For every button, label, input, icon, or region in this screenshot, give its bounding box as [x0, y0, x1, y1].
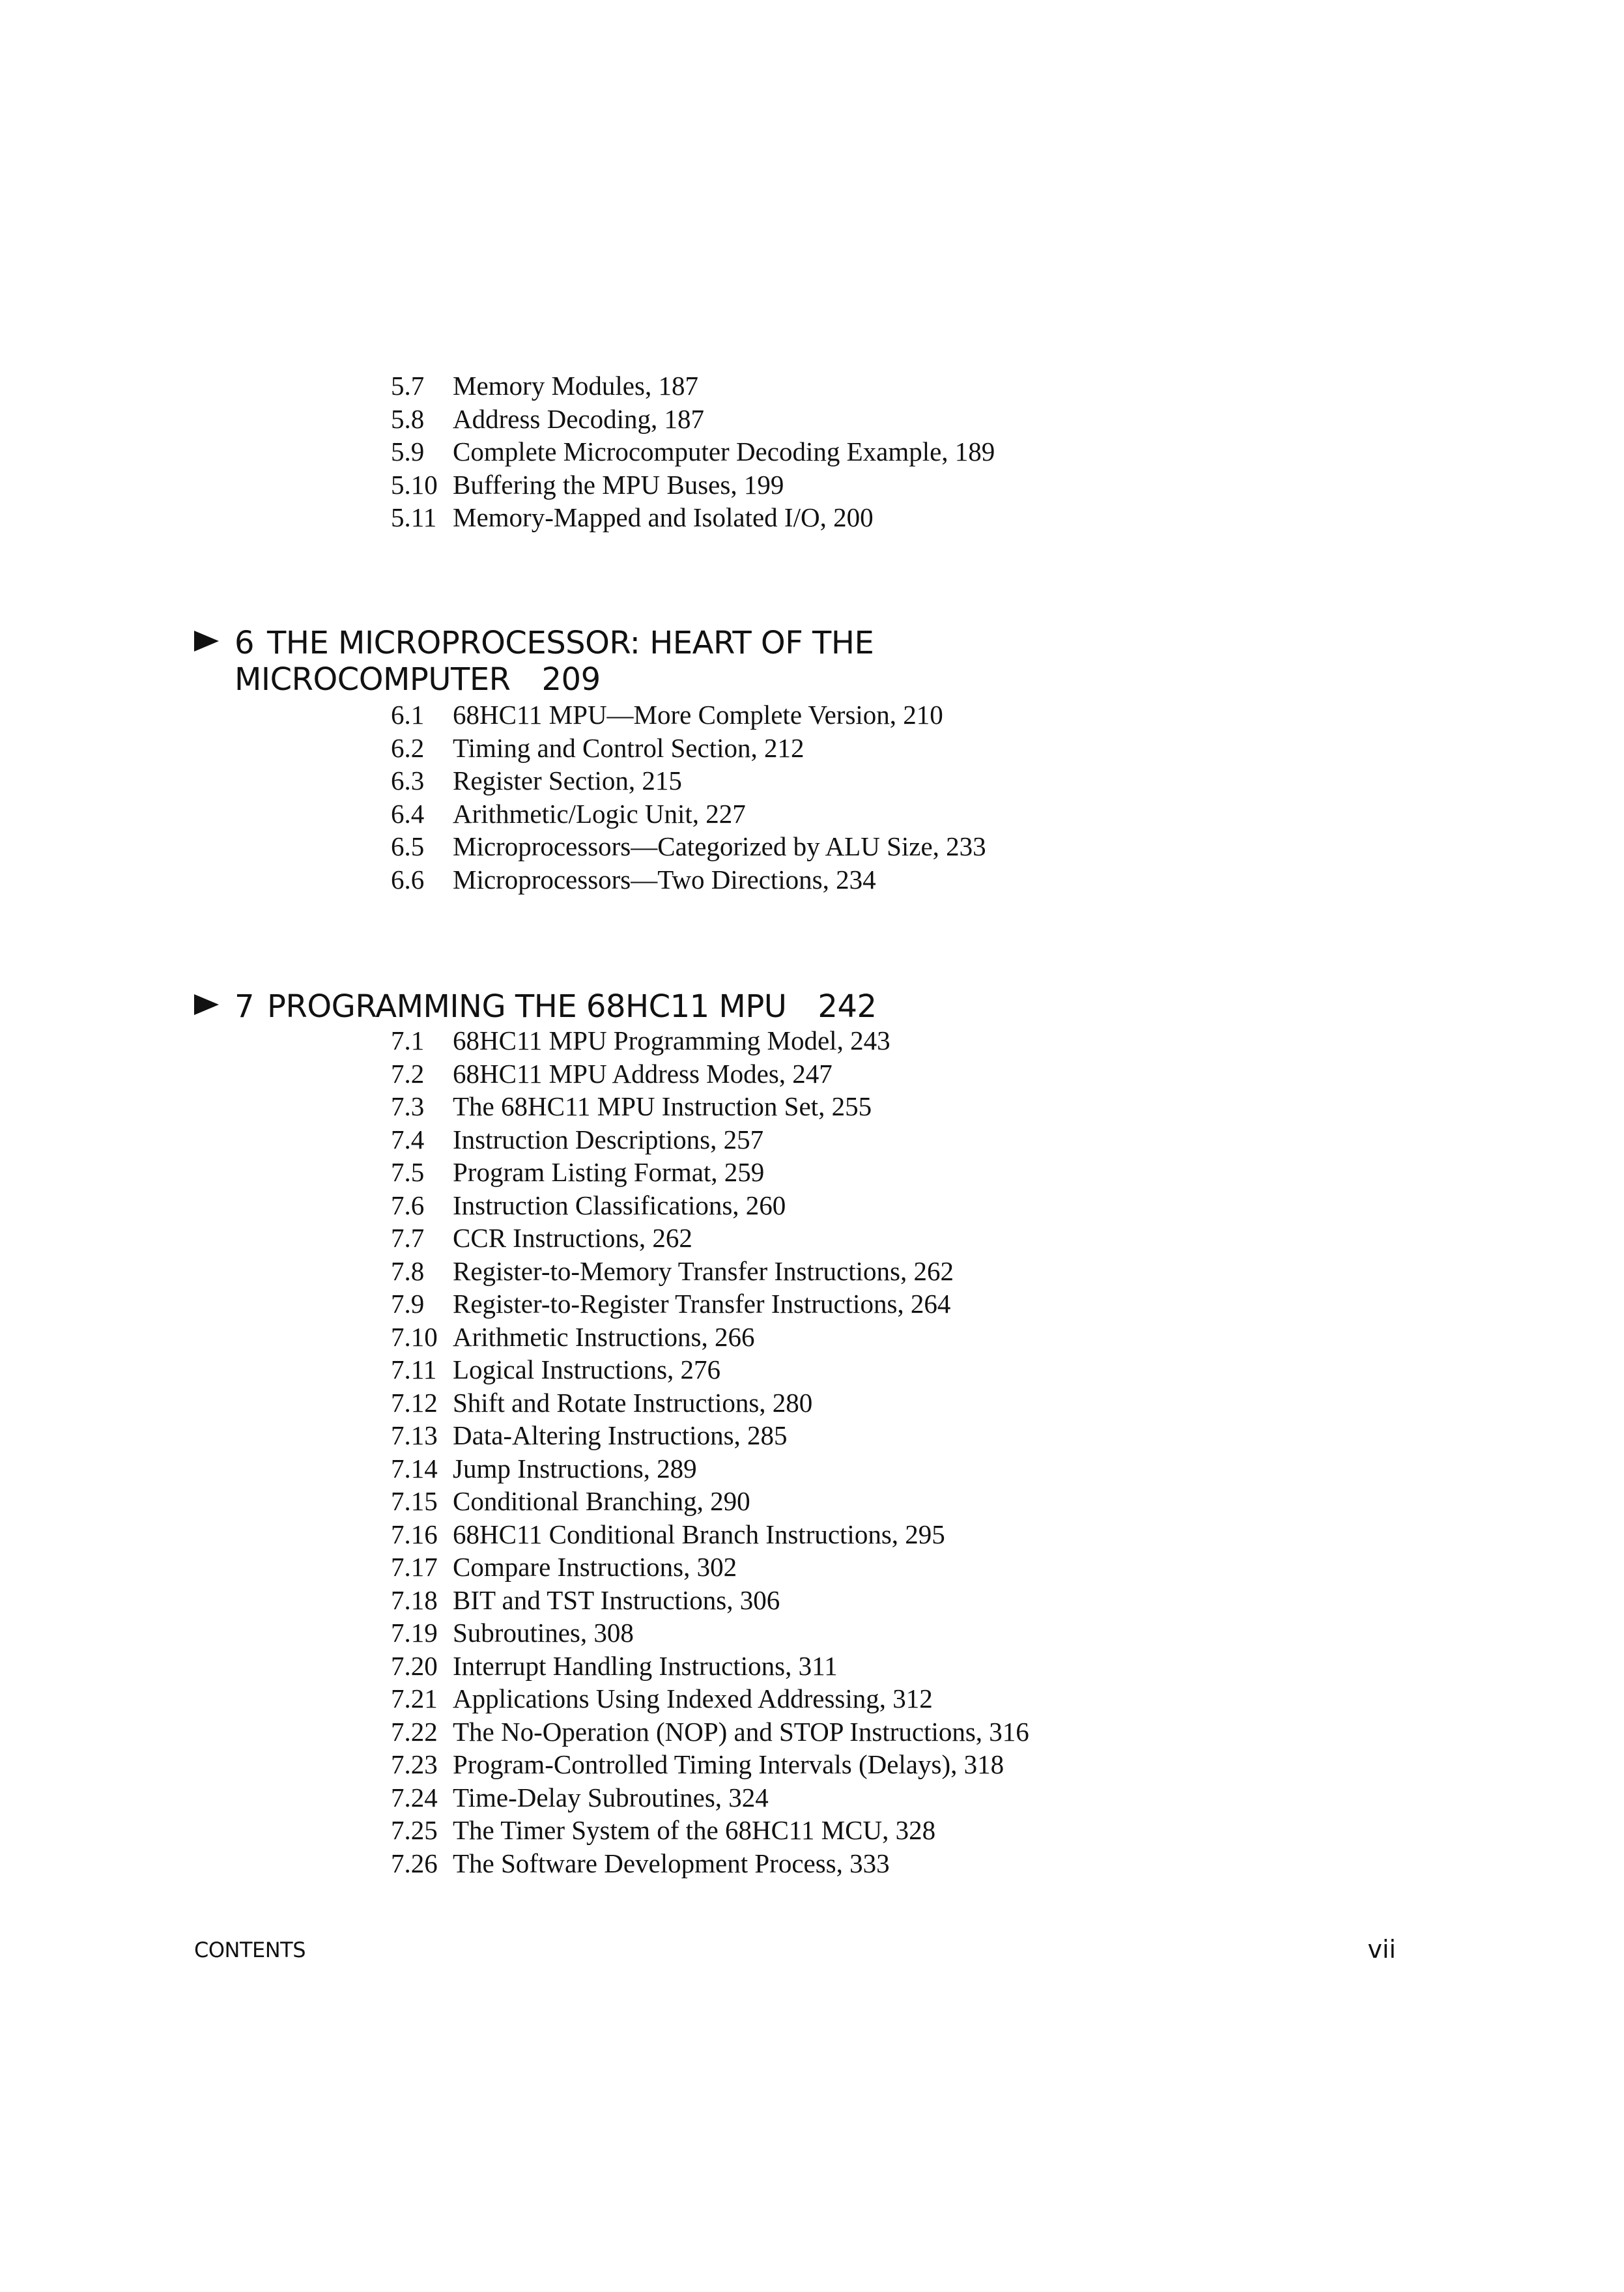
- triangle-right-icon: [194, 631, 219, 652]
- entry-title: Instruction Descriptions, 257: [453, 1124, 764, 1154]
- entry-title: Memory Modules, 187: [453, 371, 698, 401]
- toc-entry[interactable]: [391, 1715, 1029, 1749]
- entry-title: Address Decoding, 187: [453, 403, 705, 434]
- entry-number: 5.10: [391, 469, 438, 500]
- entry-title: BIT and TST Instructions, 306: [453, 1584, 780, 1615]
- page-number: vii: [1367, 1935, 1396, 1964]
- entry-title: Arithmetic Instructions, 266: [453, 1321, 755, 1352]
- toc-entry[interactable]: [391, 1650, 1029, 1683]
- triangle-right-icon: [194, 994, 219, 1015]
- toc-entry[interactable]: [391, 1814, 1029, 1847]
- entry-title: Buffering the MPU Buses, 199: [453, 469, 784, 500]
- toc-entry[interactable]: [391, 1551, 1029, 1584]
- entry-number: 7.3: [391, 1091, 425, 1121]
- toc-entry[interactable]: [391, 797, 986, 831]
- entry-title: The No-Operation (NOP) and STOP Instructions, 316: [453, 1716, 1029, 1747]
- entry-number: 6.4: [391, 798, 425, 829]
- entry-title: Timing and Control Section, 212: [453, 732, 805, 763]
- entry-title: Microprocessors—Categorized by ALU Size, 233: [453, 831, 986, 861]
- entry-number: 7.10: [391, 1321, 438, 1352]
- entry-title: Complete Microcomputer Decoding Example, 189: [453, 437, 995, 466]
- entry-number: 5.9: [391, 437, 425, 466]
- toc-entry[interactable]: [391, 435, 995, 468]
- entry-number: 7.2: [391, 1058, 425, 1089]
- entry-number: 7.11: [391, 1354, 437, 1384]
- entry-number: 5.8: [391, 403, 425, 434]
- toc-entry[interactable]: [391, 1255, 1029, 1288]
- entry-title: Shift and Rotate Instructions, 280: [453, 1387, 813, 1418]
- toc-entry[interactable]: [391, 1584, 1029, 1617]
- chapter-number: 6: [235, 625, 255, 661]
- chapter-number: 7: [235, 988, 255, 1025]
- entry-number: 7.14: [391, 1453, 438, 1483]
- toc-entry[interactable]: [391, 1748, 1029, 1781]
- toc-entry[interactable]: [391, 1057, 1029, 1091]
- entry-title: Conditional Branching, 290: [453, 1486, 750, 1516]
- toc-entry[interactable]: [391, 1024, 1029, 1057]
- entry-number: 7.4: [391, 1124, 425, 1154]
- section5-entries: [391, 369, 995, 534]
- toc-entry[interactable]: [391, 1321, 1029, 1354]
- entry-title: Jump Instructions, 289: [453, 1453, 697, 1483]
- toc-entry[interactable]: [391, 1452, 1029, 1485]
- entry-number: 7.6: [391, 1190, 425, 1220]
- entry-title: The 68HC11 MPU Instruction Set, 255: [453, 1091, 872, 1121]
- entry-title: Logical Instructions, 276: [453, 1354, 721, 1384]
- entry-title: Arithmetic/Logic Unit, 227: [453, 798, 746, 829]
- entry-number: 6.3: [391, 766, 425, 795]
- entry-number: 7.8: [391, 1255, 425, 1286]
- entry-number: 7.20: [391, 1650, 438, 1681]
- entry-title: Interrupt Handling Instructions, 311: [453, 1650, 838, 1681]
- entry-number: 7.15: [391, 1486, 438, 1516]
- entry-number: 7.1: [391, 1025, 425, 1055]
- toc-entry[interactable]: [391, 1156, 1029, 1189]
- entry-number: 6.2: [391, 732, 425, 763]
- entry-number: 7.23: [391, 1749, 438, 1779]
- entry-number: 6.1: [391, 700, 425, 730]
- running-footer-label: CONTENTS: [194, 1938, 306, 1962]
- entry-number: 5.7: [391, 371, 425, 401]
- toc-entry[interactable]: [391, 732, 986, 765]
- toc-entry[interactable]: [391, 764, 986, 797]
- entry-number: 7.7: [391, 1223, 425, 1253]
- entry-title: Register-to-Memory Transfer Instructions, 262: [453, 1255, 954, 1286]
- toc-entry[interactable]: [391, 1353, 1029, 1386]
- chapter7-entries: [391, 1024, 1029, 1880]
- chapter-title: THE MICROPROCESSOR: HEART OF THE: [267, 625, 874, 661]
- entry-title: Program Listing Format, 259: [453, 1157, 765, 1187]
- toc-entry[interactable]: [391, 1386, 1029, 1420]
- toc-entry[interactable]: [391, 1682, 1029, 1715]
- chapter-page-number: 209: [541, 661, 601, 698]
- entry-number: 7.22: [391, 1716, 438, 1747]
- toc-entry[interactable]: [391, 1287, 1029, 1321]
- chapter-title-line1: [235, 624, 874, 662]
- entry-title: Instruction Classifications, 260: [453, 1190, 786, 1220]
- entry-number: 7.26: [391, 1848, 438, 1878]
- entry-title: 68HC11 MPU—More Complete Version, 210: [453, 700, 943, 730]
- entry-title: Applications Using Indexed Addressing, 312: [453, 1683, 933, 1713]
- entry-number: 7.17: [391, 1552, 438, 1582]
- toc-entry[interactable]: [391, 830, 986, 863]
- entry-number: 7.19: [391, 1618, 438, 1648]
- entry-title: CCR Instructions, 262: [453, 1223, 692, 1253]
- entry-number: 7.24: [391, 1782, 438, 1812]
- toc-entry[interactable]: [391, 698, 986, 732]
- toc-entry[interactable]: [391, 403, 995, 436]
- entry-title: Program-Controlled Timing Intervals (Delays), 318: [453, 1749, 1004, 1779]
- toc-entry[interactable]: [391, 1485, 1029, 1518]
- chapter6-entries: [391, 698, 986, 896]
- entry-title: Register Section, 215: [453, 766, 682, 795]
- entry-title: Time-Delay Subroutines, 324: [453, 1782, 769, 1812]
- toc-entry[interactable]: [391, 1518, 1029, 1551]
- entry-title: The Software Development Process, 333: [453, 1848, 890, 1878]
- entry-number: 5.11: [391, 502, 437, 532]
- entry-title: Register-to-Register Transfer Instructions, 264: [453, 1289, 951, 1319]
- toc-entry[interactable]: [391, 1090, 1029, 1123]
- entry-number: 6.5: [391, 831, 425, 861]
- chapter-title: PROGRAMMING THE 68HC11 MPU: [267, 988, 787, 1025]
- toc-entry[interactable]: [391, 1123, 1029, 1156]
- chapter-title-continued: MICROCOMPUTER: [235, 661, 511, 698]
- chapter-title-line1: [235, 988, 877, 1025]
- toc-entry[interactable]: [391, 1781, 1029, 1814]
- toc-entry[interactable]: [391, 468, 995, 502]
- toc-entry[interactable]: [391, 501, 995, 534]
- entry-number: 7.25: [391, 1815, 438, 1845]
- toc-entry[interactable]: [391, 863, 986, 896]
- entry-title: 68HC11 Conditional Branch Instructions, 295: [453, 1519, 945, 1549]
- entry-number: 7.16: [391, 1519, 438, 1549]
- entry-title: Compare Instructions, 302: [453, 1552, 737, 1582]
- entry-title: The Timer System of the 68HC11 MCU, 328: [453, 1815, 936, 1845]
- entry-title: 68HC11 MPU Programming Model, 243: [453, 1025, 890, 1055]
- toc-entry[interactable]: [391, 1847, 1029, 1880]
- entry-number: 7.18: [391, 1584, 438, 1615]
- toc-entry[interactable]: [391, 1189, 1029, 1222]
- toc-entry[interactable]: [391, 369, 995, 403]
- entry-title: Memory-Mapped and Isolated I/O, 200: [453, 502, 874, 532]
- entry-number: 7.9: [391, 1289, 425, 1319]
- toc-entry[interactable]: [391, 1222, 1029, 1255]
- toc-entry[interactable]: [391, 1616, 1029, 1650]
- entry-number: 7.5: [391, 1157, 425, 1187]
- toc-entry[interactable]: [391, 1419, 1029, 1452]
- entry-title: Subroutines, 308: [453, 1618, 634, 1648]
- entry-number: 7.13: [391, 1420, 438, 1450]
- entry-number: 7.12: [391, 1387, 438, 1418]
- chapter-page-number: 242: [818, 988, 877, 1025]
- chapter-title-line2: [235, 661, 601, 698]
- entry-title: Data-Altering Instructions, 285: [453, 1420, 788, 1450]
- entry-title: Microprocessors—Two Directions, 234: [453, 864, 876, 895]
- entry-number: 7.21: [391, 1683, 438, 1713]
- entry-number: 6.6: [391, 864, 425, 895]
- entry-title: 68HC11 MPU Address Modes, 247: [453, 1058, 833, 1089]
